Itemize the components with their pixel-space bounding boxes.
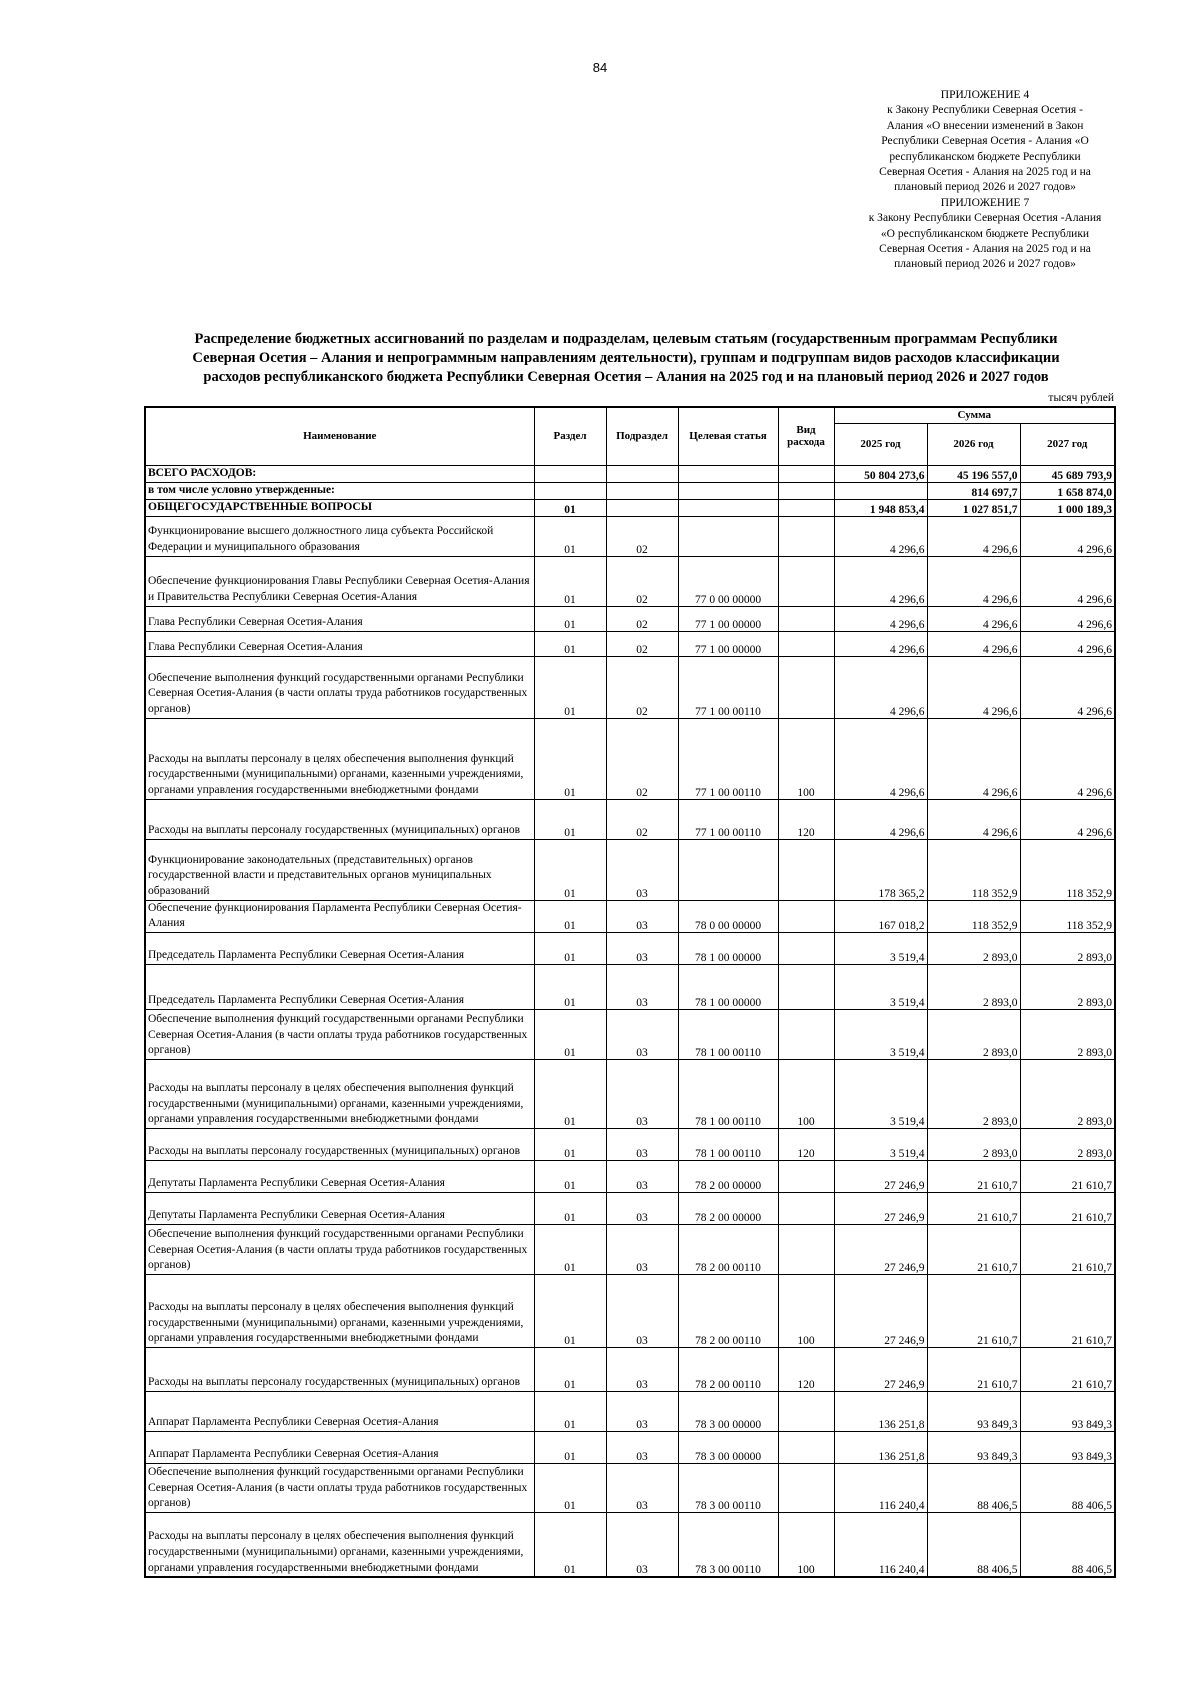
- cell-target: [678, 516, 778, 556]
- budget-table: [144, 406, 1116, 1578]
- cell-name: Глава Республики Северная Осетия-Алания: [145, 631, 534, 656]
- cell-type: 100: [778, 1274, 834, 1347]
- cell-section: 01: [534, 1512, 606, 1577]
- cell-subsection: 03: [606, 1009, 678, 1059]
- cell-target: [678, 839, 778, 900]
- cell-2027: 88 406,5: [1020, 1463, 1115, 1512]
- table-row: [145, 656, 1115, 718]
- cell-type: 100: [778, 1512, 834, 1577]
- cell-name: ВСЕГО РАСХОДОВ:: [145, 465, 534, 482]
- cell-subsection: 02: [606, 656, 678, 718]
- cell-2026: 2 893,0: [927, 1009, 1020, 1059]
- header-name: Наименование: [145, 407, 534, 465]
- cell-2025: 3 519,4: [834, 932, 927, 964]
- cell-target: 78 2 00 00000: [678, 1192, 778, 1224]
- cell-2027: 118 352,9: [1020, 900, 1115, 932]
- cell-name: Обеспечение функционирования Парламента Республики Северная Осетия-Алания: [145, 900, 534, 932]
- cell-2027: 4 296,6: [1020, 799, 1115, 839]
- cell-2025: 27 246,9: [834, 1224, 927, 1274]
- cell-2027: 4 296,6: [1020, 656, 1115, 718]
- cell-2025: 4 296,6: [834, 656, 927, 718]
- cell-subsection: 03: [606, 964, 678, 1009]
- cell-section: 01: [534, 556, 606, 606]
- cell-2025: 3 519,4: [834, 1128, 927, 1160]
- cell-subsection: 03: [606, 839, 678, 900]
- cell-section: 01: [534, 1224, 606, 1274]
- cell-section: 01: [534, 900, 606, 932]
- cell-2027: 93 849,3: [1020, 1391, 1115, 1431]
- table-row: [145, 932, 1115, 964]
- cell-2025: 167 018,2: [834, 900, 927, 932]
- cell-2025: 4 296,6: [834, 606, 927, 631]
- table-row: [145, 516, 1115, 556]
- cell-2025: 3 519,4: [834, 1009, 927, 1059]
- cell-type: [778, 499, 834, 516]
- cell-subsection: [606, 499, 678, 516]
- cell-target: 78 3 00 00110: [678, 1463, 778, 1512]
- header-sum: Сумма: [834, 407, 1115, 423]
- cell-type: [778, 656, 834, 718]
- cell-subsection: 03: [606, 900, 678, 932]
- cell-section: 01: [534, 1009, 606, 1059]
- cell-target: [678, 499, 778, 516]
- table-row: [145, 1009, 1115, 1059]
- cell-type: [778, 606, 834, 631]
- table-row: [145, 1192, 1115, 1224]
- cell-name: ОБЩЕГОСУДАРСТВЕННЫЕ ВОПРОСЫ: [145, 499, 534, 516]
- cell-name: Расходы на выплаты персоналу в целях обеспечения выполнения функций государственными (муниципальными) органами, казенными учреждениями, органами управления государственными внебюджетными фондами: [145, 1059, 534, 1128]
- cell-section: 01: [534, 606, 606, 631]
- cell-2026: 4 296,6: [927, 656, 1020, 718]
- table-row: [145, 1512, 1115, 1577]
- appendix-line: к Закону Республики Северная Осетия -Алания: [868, 212, 1102, 225]
- cell-subsection: [606, 465, 678, 482]
- table-row: [145, 799, 1115, 839]
- appendix-line: Республики Северная Осетия - Алания «О: [881, 135, 1089, 148]
- cell-name: Расходы на выплаты персоналу государственных (муниципальных) органов: [145, 1128, 534, 1160]
- table-row: [145, 556, 1115, 606]
- cell-2025: 4 296,6: [834, 718, 927, 799]
- cell-2025: 4 296,6: [834, 556, 927, 606]
- table-row: [145, 1224, 1115, 1274]
- cell-2025: 116 240,4: [834, 1512, 927, 1577]
- cell-section: 01: [534, 631, 606, 656]
- cell-subsection: 03: [606, 1274, 678, 1347]
- cell-subsection: [606, 482, 678, 499]
- cell-section: 01: [534, 656, 606, 718]
- cell-subsection: 02: [606, 606, 678, 631]
- cell-name: Обеспечение выполнения функций государственными органами Республики Северная Осетия-Алания (в части оплаты труда работников государственных органов): [145, 1463, 534, 1512]
- cell-type: [778, 964, 834, 1009]
- cell-2026: 118 352,9: [927, 839, 1020, 900]
- appendix-note: [836, 88, 1134, 273]
- cell-2026: 21 610,7: [927, 1160, 1020, 1192]
- cell-subsection: 02: [606, 799, 678, 839]
- table-row: [145, 465, 1115, 482]
- cell-section: 01: [534, 964, 606, 1009]
- cell-2027: 2 893,0: [1020, 1009, 1115, 1059]
- cell-2025: 136 251,8: [834, 1431, 927, 1463]
- cell-section: 01: [534, 799, 606, 839]
- title-line: расходов республиканского бюджета Республики Северная Осетия – Алания на 2025 год и на плановый период 2026 и 2027 годов: [203, 369, 1049, 385]
- cell-2027: 45 689 793,9: [1020, 465, 1115, 482]
- cell-target: 78 1 00 00110: [678, 1059, 778, 1128]
- cell-section: 01: [534, 1128, 606, 1160]
- cell-type: [778, 1009, 834, 1059]
- cell-type: [778, 932, 834, 964]
- cell-2026: 45 196 557,0: [927, 465, 1020, 482]
- cell-2026: 2 893,0: [927, 1059, 1020, 1128]
- cell-2026: 4 296,6: [927, 606, 1020, 631]
- cell-2027: 21 610,7: [1020, 1160, 1115, 1192]
- appendix-line: «О республиканском бюджете Республики: [880, 227, 1090, 240]
- cell-2027: 2 893,0: [1020, 1128, 1115, 1160]
- table-row: [145, 1059, 1115, 1128]
- cell-name: Функционирование высшего должностного лица субъекта Российской Федерации и муниципального образования: [145, 516, 534, 556]
- header-2026: 2026 год: [927, 423, 1020, 465]
- cell-type: [778, 1463, 834, 1512]
- cell-name: Расходы на выплаты персоналу в целях обеспечения выполнения функций государственными (муниципальными) органами, казенными учреждениями, органами управления государственными внебюджетными фондами: [145, 718, 534, 799]
- table-row: [145, 839, 1115, 900]
- cell-name: Обеспечение выполнения функций государственными органами Республики Северная Осетия-Алания (в части оплаты труда работников государственных органов): [145, 1009, 534, 1059]
- cell-2026: 21 610,7: [927, 1192, 1020, 1224]
- cell-2025: 27 246,9: [834, 1347, 927, 1391]
- header-type: Вид расхода: [778, 407, 834, 465]
- cell-target: 78 1 00 00110: [678, 1009, 778, 1059]
- cell-type: [778, 631, 834, 656]
- table-row: [145, 499, 1115, 516]
- cell-subsection: 03: [606, 1224, 678, 1274]
- cell-2027: 4 296,6: [1020, 516, 1115, 556]
- cell-2025: 4 296,6: [834, 799, 927, 839]
- cell-2026: 4 296,6: [927, 631, 1020, 656]
- cell-2027: 21 610,7: [1020, 1274, 1115, 1347]
- cell-2026: 21 610,7: [927, 1224, 1020, 1274]
- cell-subsection: 03: [606, 1463, 678, 1512]
- cell-2025: 4 296,6: [834, 516, 927, 556]
- document-title: [140, 330, 1112, 387]
- cell-2026: 2 893,0: [927, 932, 1020, 964]
- cell-type: 120: [778, 1347, 834, 1391]
- cell-name: Аппарат Парламента Республики Северная Осетия-Алания: [145, 1391, 534, 1431]
- cell-2026: 2 893,0: [927, 964, 1020, 1009]
- header-2025: 2025 год: [834, 423, 927, 465]
- cell-2026: 88 406,5: [927, 1463, 1020, 1512]
- cell-target: 78 2 00 00110: [678, 1347, 778, 1391]
- table-row: [145, 631, 1115, 656]
- cell-section: 01: [534, 1274, 606, 1347]
- cell-name: Аппарат Парламента Республики Северная Осетия-Алания: [145, 1431, 534, 1463]
- cell-type: 120: [778, 799, 834, 839]
- cell-name: Глава Республики Северная Осетия-Алания: [145, 606, 534, 631]
- cell-name: Расходы на выплаты персоналу в целях обеспечения выполнения функций государственными (муниципальными) органами, казенными учреждениями, органами управления государственными внебюджетными фондами: [145, 1512, 534, 1577]
- cell-type: 100: [778, 1059, 834, 1128]
- cell-subsection: 03: [606, 1160, 678, 1192]
- cell-section: [534, 465, 606, 482]
- cell-2026: 93 849,3: [927, 1391, 1020, 1431]
- header-target: Целевая статья: [678, 407, 778, 465]
- cell-target: 77 1 00 00110: [678, 799, 778, 839]
- cell-2027: 2 893,0: [1020, 964, 1115, 1009]
- cell-type: [778, 900, 834, 932]
- table-row: [145, 1160, 1115, 1192]
- cell-type: [778, 516, 834, 556]
- cell-2025: 116 240,4: [834, 1463, 927, 1512]
- cell-target: 78 3 00 00110: [678, 1512, 778, 1577]
- cell-2027: 4 296,6: [1020, 606, 1115, 631]
- cell-2027: 118 352,9: [1020, 839, 1115, 900]
- cell-type: [778, 1431, 834, 1463]
- cell-subsection: 02: [606, 556, 678, 606]
- cell-section: 01: [534, 1192, 606, 1224]
- cell-section: 01: [534, 932, 606, 964]
- cell-section: 01: [534, 1431, 606, 1463]
- cell-2027: 1 658 874,0: [1020, 482, 1115, 499]
- appendix-line: республиканском бюджете Республики: [889, 150, 1081, 163]
- cell-target: 78 1 00 00000: [678, 964, 778, 1009]
- cell-2026: 4 296,6: [927, 516, 1020, 556]
- table-row: [145, 718, 1115, 799]
- cell-2026: 21 610,7: [927, 1347, 1020, 1391]
- cell-2027: 4 296,6: [1020, 556, 1115, 606]
- header-subsection: Подраздел: [606, 407, 678, 465]
- cell-type: [778, 482, 834, 499]
- cell-name: Расходы на выплаты персоналу государственных (муниципальных) органов: [145, 799, 534, 839]
- table-row: [145, 606, 1115, 631]
- cell-2027: 4 296,6: [1020, 631, 1115, 656]
- cell-2026: 814 697,7: [927, 482, 1020, 499]
- cell-type: [778, 1391, 834, 1431]
- cell-2025: 4 296,6: [834, 631, 927, 656]
- appendix-line: ПРИЛОЖЕНИЕ 7: [940, 196, 1030, 209]
- cell-2027: 21 610,7: [1020, 1192, 1115, 1224]
- table-row: [145, 1274, 1115, 1347]
- cell-target: 78 2 00 00000: [678, 1160, 778, 1192]
- cell-section: [534, 482, 606, 499]
- cell-target: 78 1 00 00110: [678, 1128, 778, 1160]
- cell-2025: 27 246,9: [834, 1192, 927, 1224]
- cell-2027: 1 000 189,3: [1020, 499, 1115, 516]
- cell-2026: 1 027 851,7: [927, 499, 1020, 516]
- cell-2025: 50 804 273,6: [834, 465, 927, 482]
- cell-2026: 21 610,7: [927, 1274, 1020, 1347]
- cell-target: 78 3 00 00000: [678, 1391, 778, 1431]
- cell-target: 77 1 00 00000: [678, 631, 778, 656]
- cell-name: Расходы на выплаты персоналу государственных (муниципальных) органов: [145, 1347, 534, 1391]
- header-section: Раздел: [534, 407, 606, 465]
- title-line: Распределение бюджетных ассигнований по разделам и подразделам, целевым статьям (государственным программам Республики: [194, 331, 1058, 347]
- cell-name: Депутаты Парламента Республики Северная Осетия-Алания: [145, 1160, 534, 1192]
- cell-target: [678, 465, 778, 482]
- table-body: [145, 465, 1115, 1577]
- cell-2026: 4 296,6: [927, 799, 1020, 839]
- cell-name: Председатель Парламента Республики Северная Осетия-Алания: [145, 932, 534, 964]
- cell-type: 120: [778, 1128, 834, 1160]
- cell-name: в том числе условно утвержденные:: [145, 482, 534, 499]
- appendix-line: Алания «О внесении изменений в Закон: [886, 119, 1084, 132]
- cell-2027: 4 296,6: [1020, 718, 1115, 799]
- cell-target: [678, 482, 778, 499]
- cell-2026: 118 352,9: [927, 900, 1020, 932]
- cell-type: [778, 556, 834, 606]
- cell-subsection: 03: [606, 1192, 678, 1224]
- cell-2025: [834, 482, 927, 499]
- cell-section: 01: [534, 718, 606, 799]
- table-row: [145, 964, 1115, 1009]
- cell-subsection: 03: [606, 932, 678, 964]
- cell-type: [778, 1160, 834, 1192]
- cell-2026: 4 296,6: [927, 556, 1020, 606]
- cell-2027: 2 893,0: [1020, 932, 1115, 964]
- cell-type: [778, 1224, 834, 1274]
- cell-2027: 2 893,0: [1020, 1059, 1115, 1128]
- table-row: [145, 1431, 1115, 1463]
- cell-target: 77 1 00 00110: [678, 656, 778, 718]
- cell-section: 01: [534, 1347, 606, 1391]
- cell-section: 01: [534, 516, 606, 556]
- cell-2026: 88 406,5: [927, 1512, 1020, 1577]
- units-label: тысяч рублей: [1048, 392, 1114, 404]
- cell-2025: 27 246,9: [834, 1274, 927, 1347]
- cell-name: Функционирование законодательных (представительных) органов государственной власти и представительных органов муниципальных образований: [145, 839, 534, 900]
- cell-section: 01: [534, 839, 606, 900]
- table-header: [145, 407, 1115, 465]
- table-row: [145, 1391, 1115, 1431]
- cell-subsection: 03: [606, 1391, 678, 1431]
- cell-section: 01: [534, 1463, 606, 1512]
- cell-target: 78 1 00 00000: [678, 932, 778, 964]
- cell-2026: 2 893,0: [927, 1128, 1020, 1160]
- cell-2026: 4 296,6: [927, 718, 1020, 799]
- appendix-line: Северная Осетия - Алания на 2025 год и на: [879, 166, 1091, 179]
- cell-2027: 21 610,7: [1020, 1224, 1115, 1274]
- cell-2026: 93 849,3: [927, 1431, 1020, 1463]
- appendix-line: ПРИЛОЖЕНИЕ 4: [940, 89, 1030, 101]
- page-number: 84: [592, 60, 608, 75]
- cell-2025: 1 948 853,4: [834, 499, 927, 516]
- cell-target: 77 1 00 00000: [678, 606, 778, 631]
- cell-2027: 88 406,5: [1020, 1512, 1115, 1577]
- table-row: [145, 900, 1115, 932]
- cell-name: Обеспечение выполнения функций государственными органами Республики Северная Осетия-Алания (в части оплаты труда работников государственных органов): [145, 1224, 534, 1274]
- cell-section: 01: [534, 499, 606, 516]
- cell-subsection: 02: [606, 516, 678, 556]
- cell-target: 78 0 00 00000: [678, 900, 778, 932]
- cell-subsection: 03: [606, 1431, 678, 1463]
- cell-target: 78 2 00 00110: [678, 1224, 778, 1274]
- cell-subsection: 02: [606, 718, 678, 799]
- cell-name: Обеспечение выполнения функций государственными органами Республики Северная Осетия-Алания (в части оплаты труда работников государственных органов): [145, 656, 534, 718]
- appendix-line: плановый период 2026 и 2027 годов»: [894, 258, 1076, 271]
- cell-target: 77 1 00 00110: [678, 718, 778, 799]
- cell-subsection: 03: [606, 1059, 678, 1128]
- table-row: [145, 1347, 1115, 1391]
- table-row: [145, 1463, 1115, 1512]
- cell-subsection: 03: [606, 1128, 678, 1160]
- cell-2025: 136 251,8: [834, 1391, 927, 1431]
- cell-section: 01: [534, 1059, 606, 1128]
- appendix-line: Северная Осетия - Алания на 2025 год и на: [879, 243, 1091, 256]
- header-2027: 2027 год: [1020, 423, 1115, 465]
- cell-subsection: 03: [606, 1347, 678, 1391]
- cell-name: Депутаты Парламента Республики Северная Осетия-Алания: [145, 1192, 534, 1224]
- cell-subsection: 02: [606, 631, 678, 656]
- cell-2025: 27 246,9: [834, 1160, 927, 1192]
- cell-type: 100: [778, 718, 834, 799]
- cell-name: Председатель Парламента Республики Северная Осетия-Алания: [145, 964, 534, 1009]
- cell-name: Обеспечение функционирования Главы Республики Северная Осетия-Алания и Правительства Республики Северная Осетия-Алания: [145, 556, 534, 606]
- cell-2027: 21 610,7: [1020, 1347, 1115, 1391]
- cell-target: 77 0 00 00000: [678, 556, 778, 606]
- cell-type: [778, 839, 834, 900]
- cell-section: 01: [534, 1160, 606, 1192]
- appendix-line: к Закону Республики Северная Осетия -: [887, 104, 1083, 117]
- cell-2025: 178 365,2: [834, 839, 927, 900]
- cell-type: [778, 465, 834, 482]
- cell-target: 78 3 00 00000: [678, 1431, 778, 1463]
- cell-subsection: 03: [606, 1512, 678, 1577]
- cell-target: 78 2 00 00110: [678, 1274, 778, 1347]
- cell-section: 01: [534, 1391, 606, 1431]
- cell-2025: 3 519,4: [834, 1059, 927, 1128]
- title-line: Северная Осетия – Алания и непрограммным направлениям деятельности), группам и подгруппам видов расходов классификации: [192, 350, 1060, 366]
- table-row: [145, 1128, 1115, 1160]
- table-row: [145, 482, 1115, 499]
- cell-name: Расходы на выплаты персоналу в целях обеспечения выполнения функций государственными (муниципальными) органами, казенными учреждениями, органами управления государственными внебюджетными фондами: [145, 1274, 534, 1347]
- cell-type: [778, 1192, 834, 1224]
- cell-2025: 3 519,4: [834, 964, 927, 1009]
- appendix-line: плановый период 2026 и 2027 годов»: [894, 181, 1076, 194]
- cell-2027: 93 849,3: [1020, 1431, 1115, 1463]
